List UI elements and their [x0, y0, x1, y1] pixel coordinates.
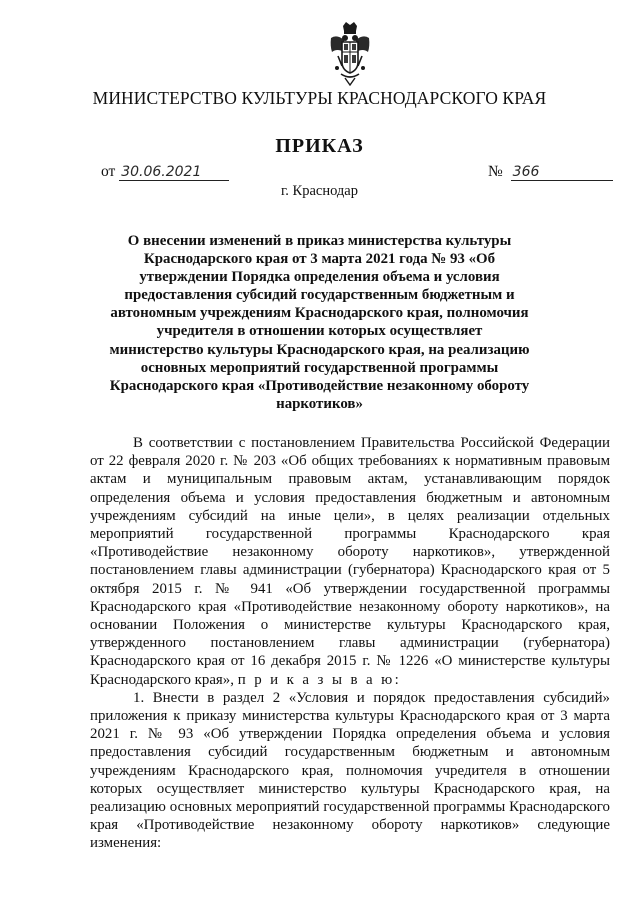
krasnodar-coat-of-arms-icon [329, 22, 371, 86]
number-prefix-label: № [488, 163, 503, 180]
order-number-value: 366 [511, 164, 613, 181]
order-verb-text: п р и к а з ы в а ю: [237, 671, 402, 688]
order-date-field [101, 163, 229, 181]
order-number-field [488, 163, 613, 181]
body-paragraph: 1. Внести в раздел 2 «Условия и порядок предоставления субсидий» приложения к приказу министерства культуры Краснодарского края от 3 марта 2021 г. № 93 «Об утверждении Порядка определения объема и условия предоставления субсидий государственным бюджетным и автономным учреждениям Краснодарского края, полномочия учредителя в отношении которых осуществляет министерство культуры Краснодарского края, на реализацию основных мероприятий государственной программы Краснодарского края «Противодействие незаконному обороту наркотиков» следующие изменения: [90, 689, 610, 852]
ministry-name: МИНИСТЕРСТВО КУЛЬТУРЫ КРАСНОДАРСКОГО КРАЯ [92, 88, 547, 108]
city-label: г. Краснодар [280, 183, 358, 199]
preamble-text: В соответствии с постановлением Правительства Российской Федерации от 22 февраля 2020 г. № 203 «Об общих требованиях к нормативным правовым актам и муниципальным правовым актам, устанавливающим порядок определения объема и условия предоставления бюджетным и автономным учреждениям субсидий на иные цели», в целях реализации отдельных мероприятий государственной программы Краснодарского края «Противодействие незаконному обороту наркотиков», утвержденной постановлением главы администрации (губернатора) Краснодарского края от 5 октября 2015 г. № 941 «Об утверждении государственной программы Краснодарского края «Противодействие незаконному обороту наркотиков», на основании Положения о министерстве культуры Краснодарского края, утвержденного постановлением главы администрации (губернатора) Краснодарского края от 16 декабря 2015 г. № 1226 «О министерстве культуры Краснодарского края», [90, 435, 610, 688]
date-prefix-label: от [101, 163, 116, 180]
document-type-heading: ПРИКАЗ [275, 135, 364, 157]
order-date-value: 30.06.2021 [119, 164, 229, 181]
document-title: О внесении изменений в приказ министерства культуры Краснодарского края от 3 марта 2021 года № 93 «Об утверждении Порядка определения объема и условия предоставления субсидий государственным бюджетным и автономным учреждениям Краснодарского края, полномочия учредителя в отношении которых осуществляет министерство культуры Краснодарского края, на реализацию основных мероприятий государственной программы Краснодарского края «Противодействие незаконному обороту наркотиков» [109, 233, 530, 412]
document-body [90, 434, 610, 853]
body-paragraph [90, 434, 610, 689]
